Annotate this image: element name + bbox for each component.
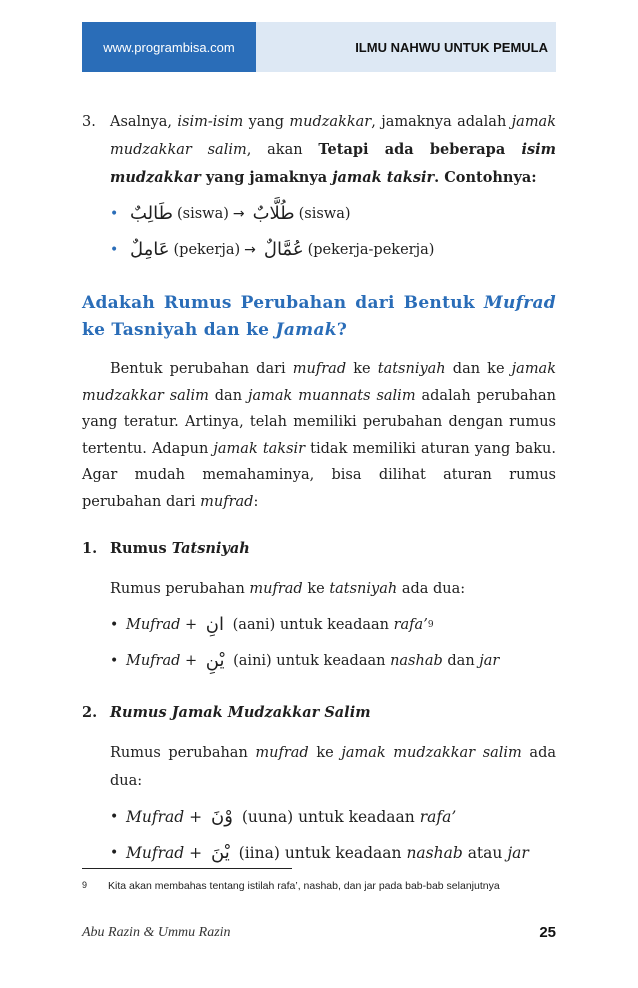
bullet-icon: • — [110, 653, 119, 669]
bullet-icon: • — [110, 242, 119, 258]
page-content — [82, 108, 556, 871]
text-run: (iina) untuk keadaan — [233, 844, 407, 862]
bullet-icon: • — [110, 617, 119, 633]
footnote-number: 9 — [82, 880, 88, 890]
example-item — [110, 196, 556, 232]
text-run: ke — [302, 581, 330, 597]
arrow-right-icon: → — [244, 242, 256, 258]
text-run: dan — [442, 653, 480, 669]
author-credit: Abu Razin & Ummu Razin — [82, 924, 231, 940]
text-run: Tetapi ada beberapa — [318, 141, 522, 158]
section-number: 2. — [82, 704, 98, 721]
section-body — [110, 575, 556, 679]
section-number: 1. — [82, 540, 98, 557]
text-run: jar — [507, 844, 529, 862]
section-title — [82, 535, 556, 563]
section-heading — [82, 290, 556, 344]
body-paragraph — [82, 356, 556, 515]
rule-list — [110, 799, 556, 871]
text-run: Mufrad — [126, 844, 185, 862]
text-run: mufrad — [249, 581, 303, 597]
text-run: Mufrad — [483, 293, 556, 313]
text-run: mufrad — [200, 493, 254, 510]
text-run: : — [253, 493, 259, 510]
example-item — [110, 232, 556, 268]
text-run: adalah perubahan yang teratur. Artinya, telah memiliki perubahan dengan rumus tertentu. Adapun — [82, 387, 557, 457]
text-run: ke — [346, 361, 378, 377]
page-footer — [82, 924, 556, 941]
gloss: (siswa) — [176, 206, 229, 222]
gloss: (siswa) — [298, 206, 351, 222]
arabic-word: طُلَّابٌ — [252, 203, 295, 224]
site-url: www.programbisa.com — [82, 22, 256, 72]
text-run: ada dua: — [397, 581, 466, 597]
gloss: (pekerja-pekerja) — [307, 242, 435, 258]
list-item-3 — [82, 108, 556, 192]
text-run: ke Tasniyah dan ke — [82, 320, 276, 340]
text-run: ? — [336, 320, 348, 340]
section-intro — [110, 575, 556, 603]
text-run: mudzakkar — [289, 114, 372, 130]
text-run: nashab — [390, 653, 443, 669]
text-run: isim-isim — [177, 114, 244, 130]
text-run: mufrad — [255, 745, 309, 761]
text-run: ke — [308, 745, 342, 761]
arabic-word: طَالِبٌ — [130, 203, 173, 224]
text-run: mufrad — [292, 361, 347, 377]
text-run: . Contohnya: — [434, 169, 537, 186]
item-number: 3. — [82, 114, 96, 130]
section-jamak-mudzakkar-salim — [82, 699, 556, 871]
text-run: Asalnya, — [110, 114, 178, 130]
footnote-divider — [82, 868, 292, 869]
arrow-right-icon: → — [232, 206, 245, 222]
rule-item — [110, 799, 556, 835]
text-run: Bentuk perubahan dari — [110, 361, 293, 377]
text-run: jamak mudzakkar salim — [82, 361, 556, 404]
text-run: jamak taksir — [213, 440, 306, 457]
text-run: (uuna) untuk keadaan — [236, 808, 420, 826]
text-run: (aani) untuk keadaan — [228, 617, 394, 633]
section-title — [82, 699, 556, 727]
text-run: (aini) untuk keadaan — [228, 653, 391, 669]
arabic-suffix: وْنَ — [211, 806, 233, 827]
section-body — [110, 739, 556, 871]
text-run: dan — [208, 387, 248, 404]
arabic-suffix: انِ — [205, 614, 225, 635]
text-run: Rumus perubahan — [110, 745, 256, 761]
text-run: , akan — [246, 142, 319, 158]
rule-item — [110, 835, 556, 871]
text-run: jamak taksir — [332, 169, 435, 186]
text-run: Jamak — [275, 320, 337, 340]
item-text — [110, 108, 556, 192]
text-run: Adakah Rumus Perubahan dari Bentuk — [82, 293, 484, 313]
text-run: atau — [462, 844, 508, 862]
text-run: jamak mudzakkar salim — [341, 745, 522, 761]
arabic-suffix: يْنِ — [205, 650, 225, 671]
text-run: nashab — [406, 844, 463, 862]
arabic-word: عَامِلٌ — [130, 239, 170, 260]
text-run: + — [184, 808, 208, 826]
text-run: rafa’ — [419, 808, 457, 826]
text-run: rafa’ — [393, 617, 428, 633]
text-run: Tatsniyah — [171, 540, 250, 557]
example-list — [110, 196, 556, 268]
bullet-icon: • — [110, 845, 119, 861]
gloss: (pekerja) — [173, 242, 241, 258]
text-run: tatsniyah — [377, 361, 446, 377]
page-number: 25 — [539, 924, 556, 941]
text-run: dan ke — [445, 361, 512, 377]
text-run: Rumus perubahan — [110, 581, 250, 597]
text-run: tatsniyah — [329, 581, 398, 597]
text-run: + — [180, 617, 202, 633]
text-run: + — [180, 653, 202, 669]
text-run: Mufrad — [126, 653, 181, 669]
bullet-icon: • — [110, 809, 119, 825]
text-run: Rumus — [110, 540, 172, 557]
text-run: yang — [243, 114, 290, 130]
footnote-text: Kita akan membahas tentang istilah rafa’, nashab, dan jar pada bab-bab selanjutnya — [108, 880, 500, 892]
text-run: jamak mudzakkar salim — [110, 114, 556, 158]
text-run: yang jamaknya — [200, 169, 333, 186]
section-intro — [110, 739, 556, 795]
text-run: , jamaknya adalah — [371, 114, 512, 130]
rule-item: • Mufrad + انِ (aani) untuk keadaan rafa’ 9 — [110, 607, 556, 643]
text-run: + — [184, 844, 208, 862]
text-run: tidak memiliki aturan yang baku. Agar mudah memahaminya, bisa dilihat aturan rumus perubahan dari — [82, 440, 556, 510]
text-run: ada dua: — [110, 745, 556, 789]
text-run: jamak muannats salim — [247, 387, 416, 404]
text-run: Mufrad — [126, 808, 185, 826]
arabic-suffix: يْنَ — [211, 842, 230, 863]
arabic-word: عُمَّالٌ — [263, 239, 304, 260]
section-tatsniyah — [82, 535, 556, 679]
text-run: Rumus Jamak Mudzakkar Salim — [110, 704, 371, 721]
rule-item — [110, 643, 556, 679]
footnote — [82, 880, 562, 892]
bullet-icon: • — [110, 206, 119, 222]
book-title: ILMU NAHWU UNTUK PEMULA — [256, 22, 556, 72]
rule-list — [110, 607, 556, 679]
text-run: jar — [479, 653, 500, 669]
page-header — [82, 22, 556, 72]
text-run: Mufrad — [126, 617, 181, 633]
text-run: isim mudzakkar — [110, 141, 556, 186]
